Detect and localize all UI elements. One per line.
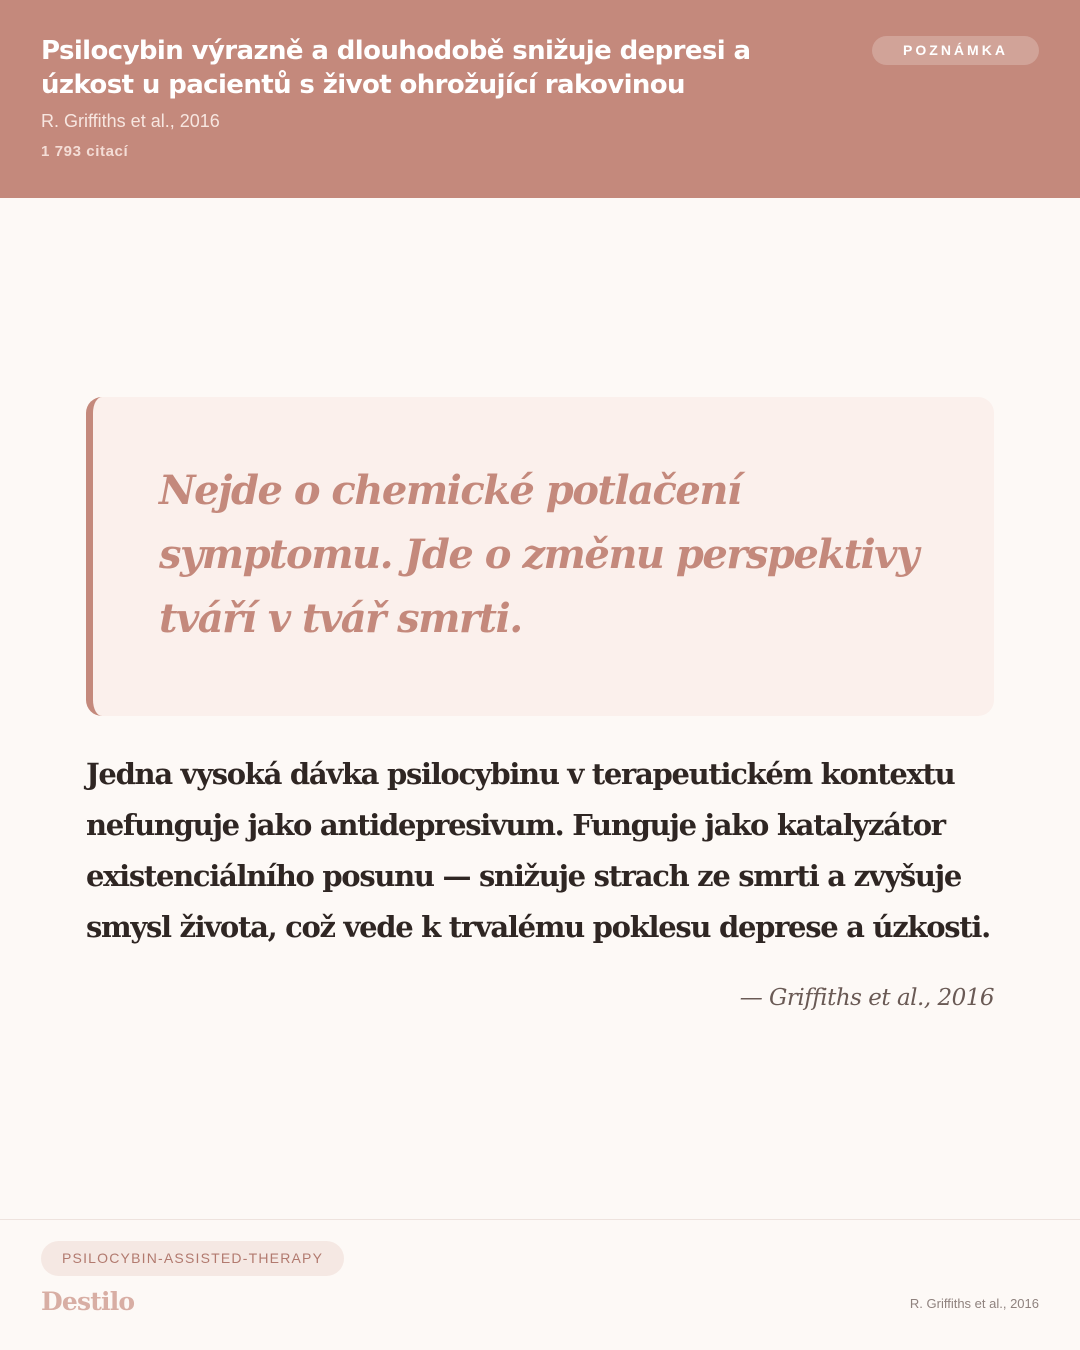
brand-logo: Destilo bbox=[41, 1287, 135, 1316]
quote-attribution: — Griffiths et al., 2016 bbox=[739, 985, 994, 1011]
citation-count: 1 793 citací bbox=[41, 143, 129, 160]
body-paragraph: Jedna vysoká dávka psilocybinu v terapeutickém kontextu nefunguje jako antidepresivum. Funguje jako katalyzátor existenciálního posunu — snižuje strach ze smrti a zvyšuje smysl života, což vede k trvalému poklesu deprese a úzkosti. bbox=[86, 757, 990, 944]
footer-source: R. Griffiths et al., 2016 bbox=[909, 1296, 1039, 1311]
author-line: R. Griffiths et al., 2016 bbox=[41, 111, 220, 131]
page-title: Psilocybin výrazně a dlouhodobě snižuje depresi a úzkost u pacientů s život ohrožující rakovinou bbox=[41, 36, 751, 100]
topic-tag[interactable]: PSILOCYBIN-ASSISTED-THERAPY bbox=[41, 1241, 344, 1276]
pull-quote bbox=[86, 397, 994, 716]
footer-divider bbox=[0, 1219, 1080, 1220]
header-banner bbox=[0, 0, 1080, 198]
quote-text: Nejde o chemické potlačení symptomu. Jde o změnu perspektivy tváří v tvář smrti. bbox=[159, 467, 918, 642]
note-badge: POZNÁMKA bbox=[872, 36, 1039, 65]
